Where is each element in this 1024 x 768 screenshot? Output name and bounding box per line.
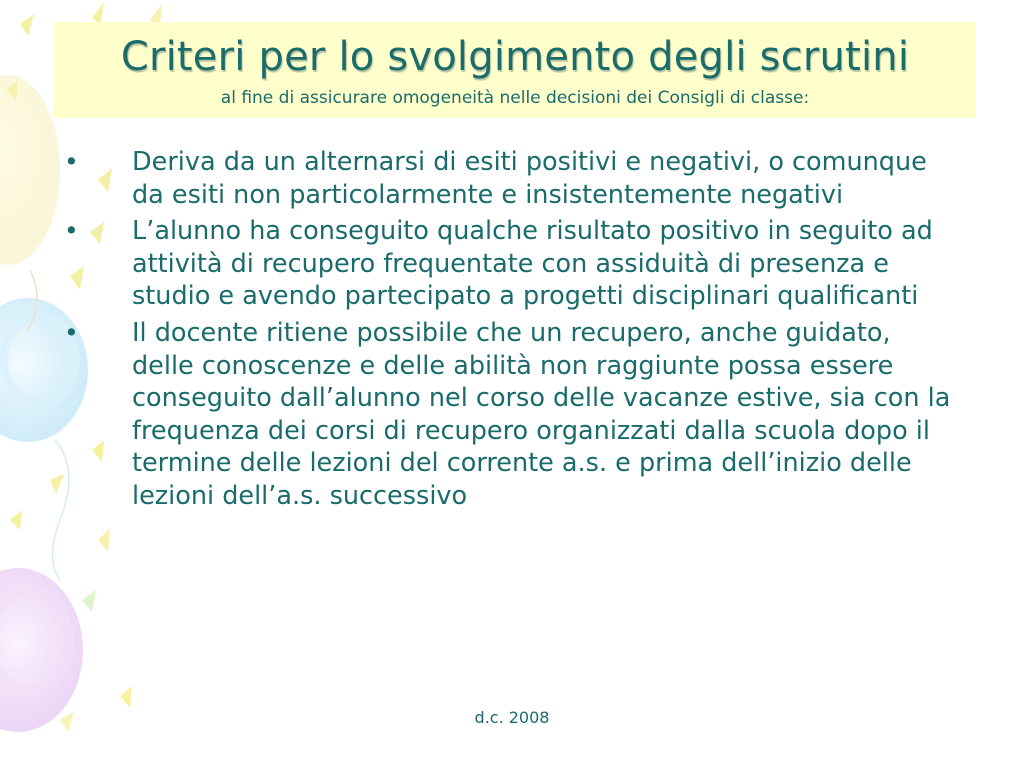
bullet-icon: • xyxy=(64,147,79,176)
bullet-text: Deriva da un alternarsi di esiti positivi e negativi, o comunque da esiti non particolarmente e insistentemente negativi xyxy=(132,147,927,210)
bullet-text: Il docente ritiene possibile che un recupero, anche guidato, delle conoscenze e delle abilità non raggiunte possa essere conseguito dall’alunno nel corso delle vacanze estive, sia con la frequenza dei corsi di recupero organizzati dalla scuola dopo il termine delle lezioni del corrente a.s. e prima dell’inizio delle lezioni dell’a.s. successivo xyxy=(132,317,951,511)
list-item xyxy=(60,146,960,211)
bullet-icon: • xyxy=(64,216,79,246)
list-item xyxy=(60,215,960,313)
slide-title: Criteri per lo svolgimento degli scrutini xyxy=(120,34,910,80)
bullet-list xyxy=(60,146,960,517)
slide-subtitle: al fine di assicurare omogeneità nelle decisioni dei Consigli di classe: xyxy=(220,88,810,108)
bullet-text: L’alunno ha conseguito qualche risultato positivo in seguito ad attività di recupero frequentate con assiduità di presenza e studio e avendo partecipato a progetti disciplinari qualificanti xyxy=(132,216,933,312)
bullet-icon: • xyxy=(64,317,79,347)
footer-text: d.c. 2008 xyxy=(474,708,550,727)
list-item xyxy=(60,317,960,513)
title-box xyxy=(54,22,976,118)
